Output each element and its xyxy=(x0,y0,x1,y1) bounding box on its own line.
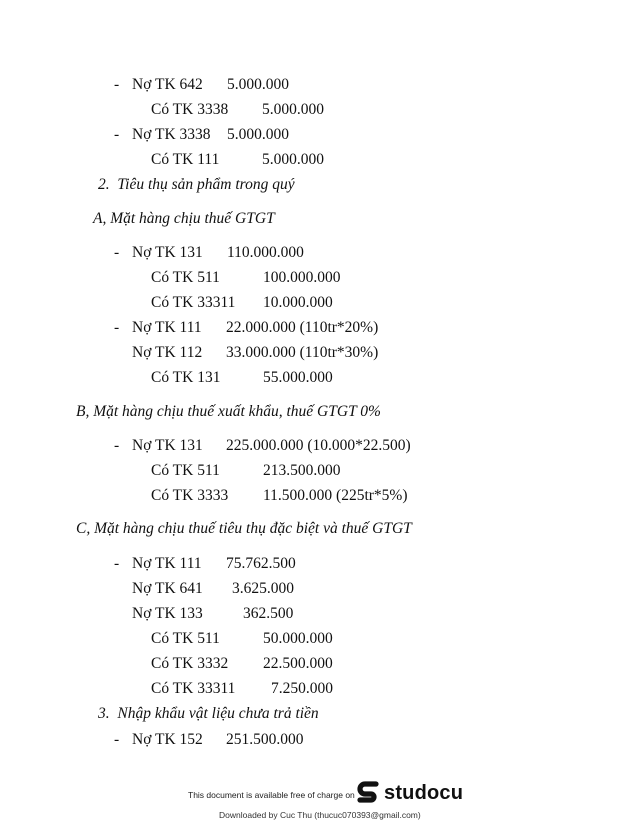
entry-account: Nợ TK 111 xyxy=(132,555,202,572)
entry-amount: 100.000.000 xyxy=(263,269,341,286)
entry-account: Có TK 511 xyxy=(151,269,220,286)
entry-account: Có TK 3332 xyxy=(151,655,229,672)
entry-account: Có TK 131 xyxy=(151,369,221,386)
studocu-s-icon xyxy=(356,780,380,806)
entry-amount: 213.500.000 xyxy=(263,462,341,479)
entry-amount: 75.762.500 xyxy=(226,555,296,572)
bullet-dash: - xyxy=(114,731,120,748)
entry-amount: 3.625.000 xyxy=(232,580,294,597)
entry-account: Nợ TK 642 xyxy=(132,76,203,93)
entry-account: Nợ TK 112 xyxy=(132,344,203,361)
entry-amount: 5.000.000 xyxy=(262,101,324,118)
entry-account: Nợ TK 3338 xyxy=(132,126,211,143)
entry-amount: 251.500.000 xyxy=(226,731,304,748)
bullet-dash: - xyxy=(114,319,120,336)
section-heading: A, Mặt hàng chịu thuế GTGT xyxy=(93,210,275,227)
entry-amount: 110.000.000 xyxy=(227,244,304,261)
entry-account: Nợ TK 152 xyxy=(132,731,203,748)
entry-amount: 55.000.000 xyxy=(263,369,333,386)
entry-amount: 50.000.000 xyxy=(263,630,333,647)
entry-amount: 33.000.000 (110tr*30%) xyxy=(226,344,379,361)
studocu-logo[interactable] xyxy=(356,780,463,806)
entry-amount: 5.000.000 xyxy=(262,151,324,168)
entry-amount: 22.500.000 xyxy=(263,655,333,672)
entry-amount: 225.000.000 (10.000*22.500) xyxy=(226,437,411,454)
entry-account: Nợ TK 133 xyxy=(132,605,203,622)
entry-account: Có TK 111 xyxy=(151,151,220,168)
entry-account: Có TK 511 xyxy=(151,630,220,647)
entry-account: Nợ TK 641 xyxy=(132,580,203,597)
entry-account: Có TK 33311 xyxy=(151,680,236,697)
entry-account: Có TK 511 xyxy=(151,462,220,479)
section-heading: C, Mặt hàng chịu thuế tiêu thụ đặc biệt và thuế GTGT xyxy=(76,520,412,537)
entry-account: Có TK 3338 xyxy=(151,101,229,118)
entry-amount: 11.500.000 (225tr*5%) xyxy=(263,487,408,504)
bullet-dash: - xyxy=(114,126,120,143)
entry-amount: 362.500 xyxy=(243,605,294,622)
entry-account: Nợ TK 131 xyxy=(132,437,203,454)
entry-account: Có TK 33311 xyxy=(151,294,236,311)
studocu-wordmark: studocu xyxy=(384,781,464,804)
entry-amount: 7.250.000 xyxy=(271,680,333,697)
entry-account: Có TK 3333 xyxy=(151,487,229,504)
entry-amount: 22.000.000 (110tr*20%) xyxy=(226,319,379,336)
footer-downloaded-text: Downloaded by Cuc Thu (thucuc070393@gmail.com) xyxy=(219,810,421,820)
entry-amount: 10.000.000 xyxy=(263,294,333,311)
footer-available-text: This document is available free of charge on xyxy=(188,790,355,800)
section-heading: 3. Nhập khẩu vật liệu chưa trả tiền xyxy=(98,705,319,722)
bullet-dash: - xyxy=(114,437,120,454)
entry-amount: 5.000.000 xyxy=(227,126,289,143)
bullet-dash: - xyxy=(114,244,120,261)
section-heading: 2. Tiêu thụ sản phẩm trong quý xyxy=(98,176,295,193)
bullet-dash: - xyxy=(114,76,120,93)
bullet-dash: - xyxy=(114,555,120,572)
section-heading: B, Mặt hàng chịu thuế xuất khẩu, thuế GTGT 0% xyxy=(76,403,381,420)
entry-amount: 5.000.000 xyxy=(227,76,289,93)
entry-account: Nợ TK 111 xyxy=(132,319,202,336)
entry-account: Nợ TK 131 xyxy=(132,244,203,261)
